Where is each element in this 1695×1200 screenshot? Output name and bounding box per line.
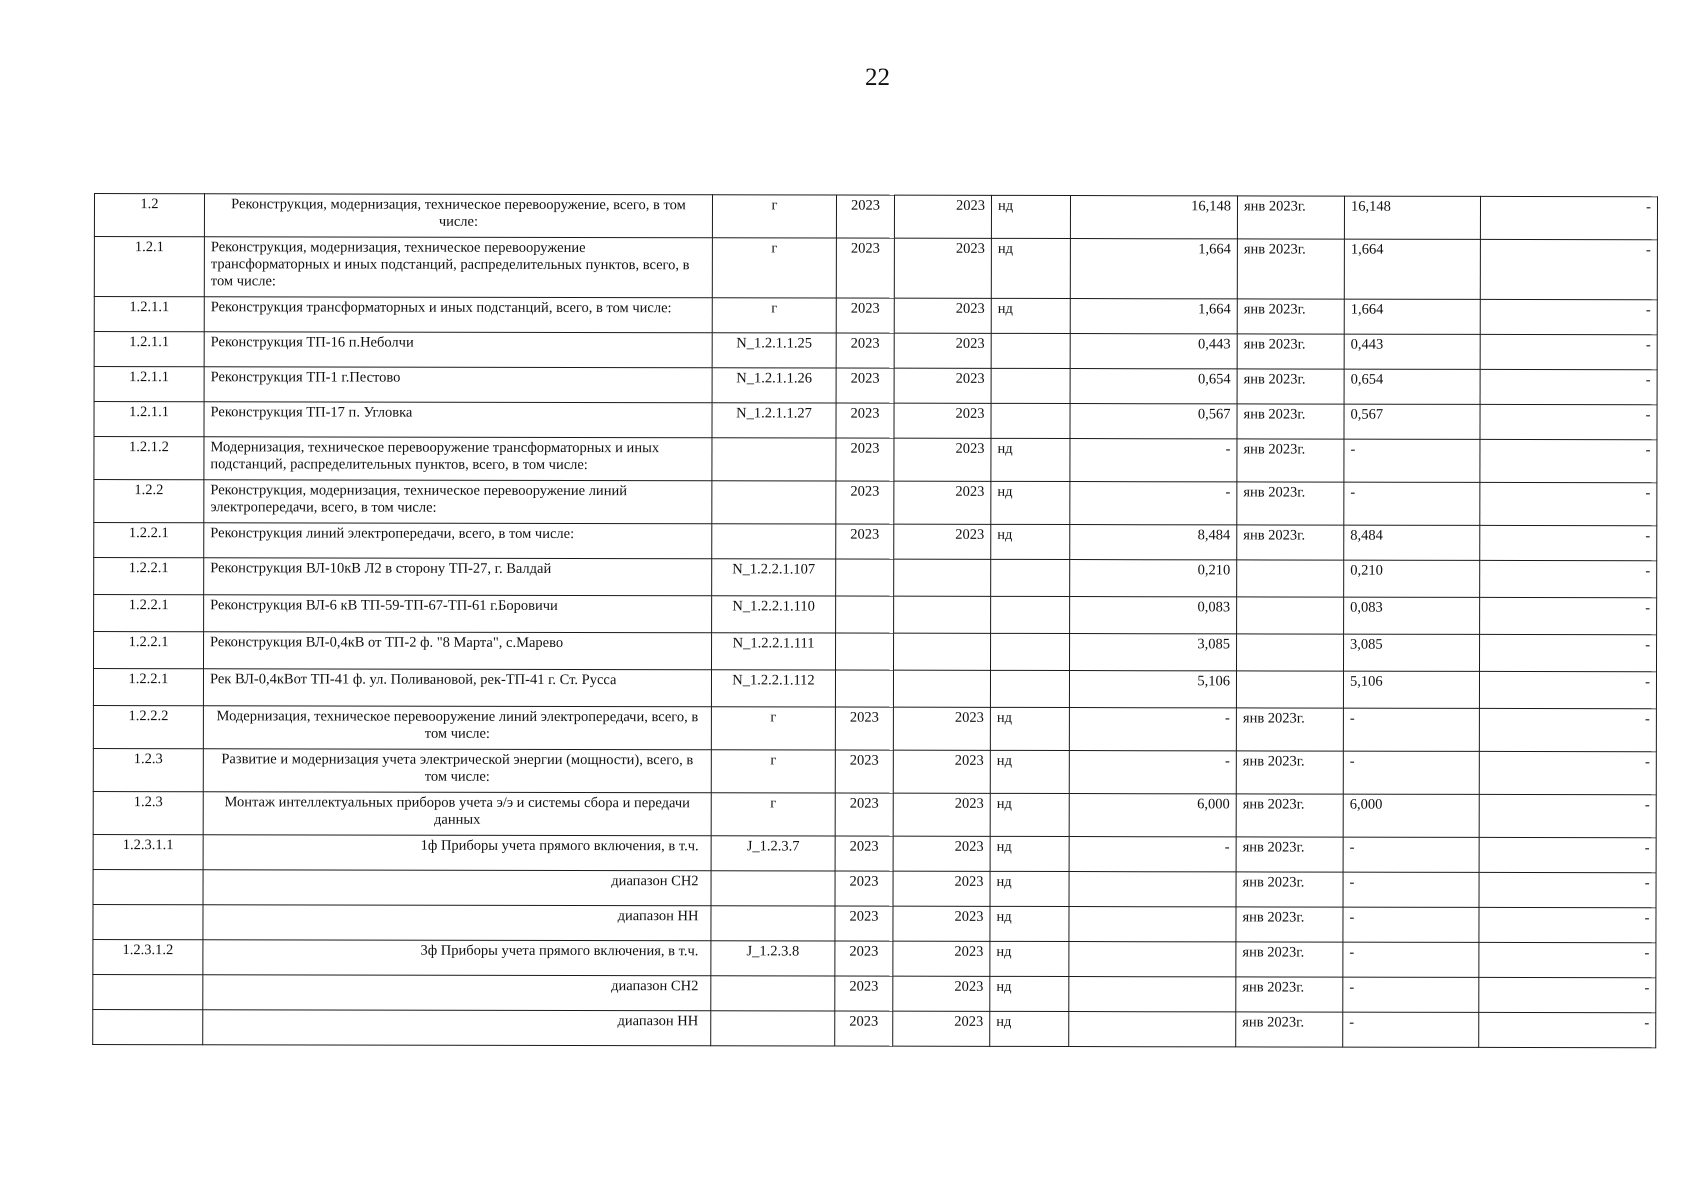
row-number: 1.2.2.1 <box>94 523 204 558</box>
value: 6,000 <box>1069 794 1236 837</box>
row-name: Рек ВЛ-0,4кВот ТП-41 ф. ул. Поливановой, рек-ТП-41 г. Ст. Русса <box>203 669 711 707</box>
year-end: 2023 <box>894 298 991 333</box>
value: 16,148 <box>1070 196 1237 239</box>
row-number <box>93 974 203 1009</box>
date: янв 2023г. <box>1237 299 1344 334</box>
extra: - <box>1480 404 1657 439</box>
date: янв 2023г. <box>1236 837 1343 872</box>
row-code <box>711 1011 835 1046</box>
value-2: - <box>1343 1012 1479 1047</box>
extra: - <box>1479 751 1656 794</box>
row-number: 1.2.1.2 <box>94 437 204 480</box>
date: янв 2023г. <box>1236 708 1343 751</box>
row-number: 1.2.3 <box>93 748 203 791</box>
row-number: 1.2.2.1 <box>93 669 203 706</box>
status: нд <box>991 298 1070 333</box>
row-number: 1.2.2 <box>94 480 204 523</box>
row-code: N_1.2.2.1.111 <box>712 633 836 670</box>
value: 0,567 <box>1070 404 1237 439</box>
year-end: 2023 <box>893 750 990 793</box>
extra: - <box>1479 872 1656 907</box>
date: янв 2023г. <box>1237 334 1344 369</box>
status: нд <box>990 836 1069 871</box>
value-2: - <box>1343 942 1479 977</box>
value-2: 0,210 <box>1344 560 1480 597</box>
table-row <box>93 669 1656 709</box>
value: - <box>1070 439 1237 482</box>
row-name: Реконструкция линий электропередачи, всего, в том числе: <box>204 523 712 559</box>
year-start: 2023 <box>835 941 893 976</box>
row-number: 1.2.1.1 <box>94 297 204 332</box>
value: - <box>1069 708 1236 751</box>
table-row <box>93 748 1656 794</box>
row-code: N_1.2.1.1.25 <box>712 333 836 368</box>
table-row <box>94 595 1657 635</box>
value: 8,484 <box>1070 525 1237 560</box>
row-code: г <box>712 238 836 298</box>
row-code <box>712 524 836 559</box>
extra: - <box>1480 439 1657 482</box>
row-name: 1ф Приборы учета прямого включения, в т.ч. <box>203 835 711 871</box>
table-row <box>94 194 1657 240</box>
value-2: 5,106 <box>1343 671 1479 708</box>
year-start <box>835 670 893 707</box>
table-row <box>93 869 1656 907</box>
extra: - <box>1480 334 1657 369</box>
year-start: 2023 <box>835 906 893 941</box>
year-end <box>894 559 991 596</box>
table-row <box>93 705 1656 751</box>
table-row <box>94 297 1657 335</box>
status: нд <box>991 481 1070 524</box>
value <box>1069 1012 1236 1047</box>
value-2: 1,664 <box>1344 299 1480 334</box>
table-row <box>93 834 1656 872</box>
investment-program-table <box>92 193 1658 1048</box>
value: 0,083 <box>1070 597 1237 634</box>
value: - <box>1070 482 1237 525</box>
year-start <box>836 596 894 633</box>
extra: - <box>1480 525 1657 560</box>
table-row <box>94 402 1657 440</box>
value-2: 8,484 <box>1344 525 1480 560</box>
row-code: г <box>712 298 836 333</box>
value-2: 3,085 <box>1344 634 1480 671</box>
row-code: N_1.2.1.1.27 <box>712 403 836 438</box>
row-code <box>711 906 835 941</box>
table-row <box>94 632 1657 672</box>
year-start: 2023 <box>836 195 894 238</box>
table-row <box>94 437 1657 483</box>
table-row <box>94 523 1657 561</box>
year-end: 2023 <box>894 195 991 238</box>
extra: - <box>1479 708 1656 751</box>
status: нд <box>990 1011 1069 1046</box>
status: нд <box>990 976 1069 1011</box>
extra: - <box>1480 239 1657 299</box>
row-number: 1.2.3 <box>93 791 203 834</box>
row-number <box>93 1009 203 1044</box>
year-end <box>893 670 990 707</box>
table-row <box>94 332 1657 370</box>
date <box>1237 634 1344 671</box>
table-row <box>94 237 1657 300</box>
value: 0,443 <box>1070 334 1237 369</box>
row-code: N_1.2.2.1.110 <box>712 596 836 633</box>
extra: - <box>1479 794 1656 837</box>
year-end: 2023 <box>894 368 991 403</box>
date <box>1237 560 1344 597</box>
year-end: 2023 <box>893 793 990 836</box>
year-start: 2023 <box>835 793 893 836</box>
date: янв 2023г. <box>1236 1012 1343 1047</box>
row-name: Реконструкция ТП-1 г.Пестово <box>204 367 712 403</box>
status <box>991 333 1070 368</box>
table-row <box>93 904 1656 942</box>
extra: - <box>1479 837 1656 872</box>
value-2: 6,000 <box>1343 794 1479 837</box>
status <box>991 596 1070 633</box>
date: янв 2023г. <box>1236 751 1343 794</box>
extra: - <box>1480 196 1657 239</box>
value-2: - <box>1343 837 1479 872</box>
value: 5,106 <box>1069 671 1236 708</box>
row-code: г <box>711 707 835 750</box>
year-end <box>894 633 991 670</box>
value <box>1069 872 1236 907</box>
year-end: 2023 <box>893 707 990 750</box>
value-2: - <box>1344 482 1480 525</box>
row-code: N_1.2.2.1.112 <box>711 670 835 707</box>
extra: - <box>1480 560 1657 597</box>
value-2: 0,567 <box>1344 404 1480 439</box>
year-start: 2023 <box>836 298 894 333</box>
value: 0,210 <box>1070 560 1237 597</box>
status: нд <box>991 195 1070 238</box>
year-start: 2023 <box>836 438 894 481</box>
value-2: - <box>1344 439 1480 482</box>
value-2: - <box>1343 708 1479 751</box>
value <box>1069 942 1236 977</box>
value <box>1069 977 1236 1012</box>
table-row <box>93 791 1656 837</box>
row-code: N_1.2.1.1.26 <box>712 368 836 403</box>
page-number: 22 <box>865 64 890 91</box>
year-start: 2023 <box>835 750 893 793</box>
year-end: 2023 <box>894 481 991 524</box>
status: нд <box>990 871 1069 906</box>
row-name: диапазон СН2 <box>203 975 711 1011</box>
row-name: Модернизация, техническое перевооружение линий электропередачи, всего, в том числе: <box>203 706 711 750</box>
value-2: 16,148 <box>1344 196 1480 239</box>
table-row <box>93 939 1656 977</box>
value-2: - <box>1343 977 1479 1012</box>
date: янв 2023г. <box>1236 907 1343 942</box>
row-number: 1.2 <box>94 194 204 237</box>
row-number <box>93 869 203 904</box>
row-name: диапазон НН <box>203 905 711 941</box>
year-start: 2023 <box>835 1011 893 1046</box>
year-start: 2023 <box>836 481 894 524</box>
row-number: 1.2.3.1.1 <box>93 834 203 869</box>
year-start: 2023 <box>835 976 893 1011</box>
row-code: N_1.2.2.1.107 <box>712 559 836 596</box>
extra: - <box>1479 1012 1656 1047</box>
row-number: 1.2.1.1 <box>94 367 204 402</box>
year-start: 2023 <box>835 871 893 906</box>
status <box>991 368 1070 403</box>
year-end: 2023 <box>893 871 990 906</box>
row-name: диапазон НН <box>203 1010 711 1046</box>
year-end: 2023 <box>894 238 991 298</box>
status: нд <box>990 707 1069 750</box>
value-2: - <box>1343 907 1479 942</box>
value <box>1069 907 1236 942</box>
date <box>1237 597 1344 634</box>
status: нд <box>990 906 1069 941</box>
row-number: 1.2.3.1.2 <box>93 939 203 974</box>
status <box>990 670 1069 707</box>
row-code: г <box>712 195 836 238</box>
status <box>991 633 1070 670</box>
row-code: г <box>711 750 835 793</box>
year-start: 2023 <box>836 368 894 403</box>
date <box>1236 671 1343 708</box>
status: нд <box>990 941 1069 976</box>
date: янв 2023г. <box>1237 196 1344 239</box>
row-number: 1.2.2.1 <box>94 558 204 595</box>
year-end: 2023 <box>894 403 991 438</box>
row-name: Реконструкция ТП-16 п.Неболчи <box>204 332 712 368</box>
row-code: г <box>711 793 835 836</box>
row-number: 1.2.1.1 <box>94 332 204 367</box>
row-number: 1.2.2.1 <box>94 632 204 669</box>
date: янв 2023г. <box>1237 369 1344 404</box>
year-start: 2023 <box>836 524 894 559</box>
year-end: 2023 <box>893 941 990 976</box>
value: 0,654 <box>1070 369 1237 404</box>
row-code <box>712 481 836 524</box>
table-body <box>93 194 1658 1048</box>
year-end: 2023 <box>893 1011 990 1046</box>
row-name: Реконструкция, модернизация, техническое перевооружение трансформаторных и иных подстанций, распределительных пунктов, всего, в том числе: <box>204 237 712 298</box>
year-start: 2023 <box>836 238 894 298</box>
date: янв 2023г. <box>1236 942 1343 977</box>
row-code: J_1.2.3.8 <box>711 941 835 976</box>
row-number: 1.2.1.1 <box>94 402 204 437</box>
row-name: Монтаж интеллектуальных приборов учета э/э и системы сбора и передачи данных <box>203 792 711 836</box>
row-code: J_1.2.3.7 <box>711 836 835 871</box>
extra: - <box>1480 369 1657 404</box>
year-start <box>836 633 894 670</box>
year-start: 2023 <box>835 707 893 750</box>
date: янв 2023г. <box>1237 404 1344 439</box>
date: янв 2023г. <box>1236 794 1343 837</box>
year-end: 2023 <box>893 976 990 1011</box>
year-end: 2023 <box>893 906 990 941</box>
value-2: - <box>1343 872 1479 907</box>
year-start: 2023 <box>836 403 894 438</box>
year-end <box>894 596 991 633</box>
date: янв 2023г. <box>1236 977 1343 1012</box>
extra: - <box>1480 299 1657 334</box>
row-name: Реконструкция ТП-17 п. Угловка <box>204 402 712 438</box>
value: 1,664 <box>1070 299 1237 334</box>
row-name: Модернизация, техническое перевооружение трансформаторных и иных подстанций, распределительных пунктов, всего, в том числе: <box>204 437 712 481</box>
row-code <box>711 871 835 906</box>
date: янв 2023г. <box>1237 482 1344 525</box>
status: нд <box>991 524 1070 559</box>
row-code <box>712 438 836 481</box>
table-row <box>94 558 1657 598</box>
row-name: Реконструкция трансформаторных и иных подстанций, всего, в том числе: <box>204 297 712 333</box>
year-end: 2023 <box>894 438 991 481</box>
year-start <box>836 559 894 596</box>
value: 3,085 <box>1070 634 1237 671</box>
date: янв 2023г. <box>1237 439 1344 482</box>
status: нд <box>991 238 1070 298</box>
row-number: 1.2.2.1 <box>94 595 204 632</box>
extra: - <box>1480 597 1657 634</box>
value: - <box>1069 837 1236 872</box>
year-end: 2023 <box>893 836 990 871</box>
extra: - <box>1479 671 1656 708</box>
table-row <box>93 974 1656 1012</box>
row-name: Реконструкция, модернизация, техническое перевооружение линий электропередачи, всего, в том числе: <box>204 480 712 524</box>
extra: - <box>1479 907 1656 942</box>
row-name: диапазон СН2 <box>203 870 711 906</box>
row-code <box>711 976 835 1011</box>
row-number: 1.2.2.2 <box>93 705 203 748</box>
date: янв 2023г. <box>1236 872 1343 907</box>
extra: - <box>1479 977 1656 1012</box>
value-2: - <box>1343 751 1479 794</box>
extra: - <box>1480 482 1657 525</box>
table-row <box>94 367 1657 405</box>
row-name: Развитие и модернизация учета электрической энергии (мощности), всего, в том числе: <box>203 749 711 793</box>
status: нд <box>991 438 1070 481</box>
value-2: 0,443 <box>1344 334 1480 369</box>
value-2: 0,654 <box>1344 369 1480 404</box>
year-start: 2023 <box>836 333 894 368</box>
row-name: 3ф Приборы учета прямого включения, в т.ч. <box>203 940 711 976</box>
value: - <box>1069 751 1236 794</box>
date: янв 2023г. <box>1237 239 1344 299</box>
table-row <box>94 480 1657 526</box>
row-name: Реконструкция, модернизация, техническое перевооружение, всего, в том числе: <box>204 194 712 238</box>
value-2: 0,083 <box>1344 597 1480 634</box>
extra: - <box>1479 942 1656 977</box>
row-number: 1.2.1 <box>94 237 204 297</box>
year-start: 2023 <box>835 836 893 871</box>
year-end: 2023 <box>894 524 991 559</box>
row-name: Реконструкция ВЛ-6 кВ ТП-59-ТП-67-ТП-61 г.Боровичи <box>204 595 712 633</box>
year-end: 2023 <box>894 333 991 368</box>
row-number <box>93 904 203 939</box>
status: нд <box>990 750 1069 793</box>
row-name: Реконструкция ВЛ-10кВ Л2 в сторону ТП-27, г. Валдай <box>204 558 712 596</box>
value-2: 1,664 <box>1344 239 1480 299</box>
extra: - <box>1480 634 1657 671</box>
row-name: Реконструкция ВЛ-0,4кВ от ТП-2 ф. "8 Марта", с.Марево <box>204 632 712 670</box>
status: нд <box>990 793 1069 836</box>
date: янв 2023г. <box>1237 525 1344 560</box>
value: 1,664 <box>1070 239 1237 299</box>
status <box>991 559 1070 596</box>
status <box>991 403 1070 438</box>
table-row <box>93 1009 1656 1047</box>
